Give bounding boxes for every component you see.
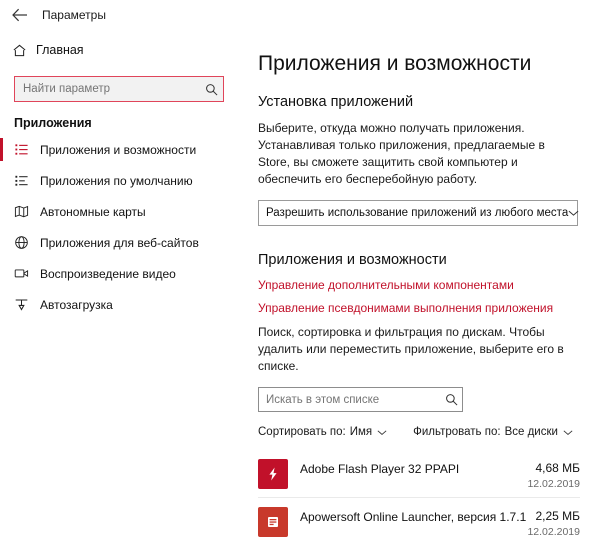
back-arrow-icon [12, 8, 28, 22]
filter-label: Фильтровать по: [413, 426, 501, 438]
sidebar-item-label: Приложения по умолчанию [40, 173, 193, 188]
back-button[interactable] [0, 0, 40, 30]
chevron-down-icon [563, 429, 573, 436]
app-search-input[interactable] [259, 393, 440, 407]
app-date: 12.02.2019 [527, 526, 580, 538]
filter-dropdown[interactable] [413, 426, 573, 438]
app-list-search[interactable] [258, 387, 463, 412]
app-info [300, 459, 527, 476]
apowersoft-icon [258, 507, 288, 537]
map-icon [14, 204, 40, 219]
manage-app-execution-aliases-link[interactable]: Управление псевдонимами выполнения приложения [258, 301, 554, 315]
search-input[interactable] [15, 82, 199, 96]
selection-indicator [0, 138, 3, 161]
startup-icon [14, 297, 40, 312]
sort-value: Имя [349, 426, 373, 438]
sidebar-item-label: Воспроизведение видео [40, 266, 176, 281]
sidebar-item-startup[interactable] [0, 289, 238, 320]
sidebar-item-label: Автономные карты [40, 204, 146, 219]
web-apps-icon [14, 235, 40, 250]
sidebar-item-label: Автозагрузка [40, 297, 113, 312]
sidebar-item-label: Приложения для веб-сайтов [40, 235, 199, 250]
sidebar-section-title: Приложения [14, 116, 92, 130]
apps-section-description: Поиск, сортировка и фильтрация по дискам. Чтобы удалить или переместить приложение, выберите его в списке. [258, 325, 564, 373]
install-source-dropdown[interactable] [258, 200, 578, 226]
sidebar-search[interactable] [14, 76, 224, 102]
video-icon [14, 266, 40, 281]
sidebar-home-label: Главная [36, 43, 84, 57]
title-bar [0, 0, 600, 30]
sidebar-item-label: Приложения и возможности [40, 142, 197, 157]
sort-label: Сортировать по: [258, 426, 346, 438]
app-size: 2,25 МБ [535, 509, 580, 523]
main-panel [238, 30, 600, 538]
home-icon [12, 43, 36, 58]
app-name: Adobe Flash Player 32 PPAPI [300, 462, 460, 476]
list-filters [258, 426, 580, 438]
search-icon[interactable] [199, 83, 223, 96]
manage-optional-features-link[interactable]: Управление дополнительными компонентами [258, 278, 514, 292]
app-date: 12.02.2019 [527, 478, 580, 490]
list-item[interactable] [258, 450, 580, 497]
list-item[interactable] [258, 497, 580, 545]
app-size: 4,68 МБ [535, 461, 580, 475]
page-title: Приложения и возможности [258, 52, 532, 75]
sidebar-item-home[interactable] [0, 34, 238, 66]
app-meta [527, 507, 580, 538]
window-title: Параметры [42, 8, 106, 22]
chevron-down-icon [568, 209, 579, 217]
app-list-icon [14, 142, 40, 157]
sidebar-item-default-apps[interactable] [0, 165, 238, 196]
sort-dropdown[interactable] [258, 426, 387, 438]
app-meta [527, 459, 580, 490]
sidebar-item-apps-for-websites[interactable] [0, 227, 238, 258]
sidebar-item-apps-and-features[interactable] [0, 134, 238, 165]
sidebar-item-video-playback[interactable] [0, 258, 238, 289]
apps-section-heading: Приложения и возможности [258, 252, 447, 268]
chevron-down-icon [377, 429, 387, 436]
filter-value: Все диски [504, 426, 558, 438]
sidebar [0, 30, 238, 523]
installed-apps-list [258, 450, 580, 545]
install-source-value: Разрешить использование приложений из любого места [266, 207, 569, 219]
sidebar-item-offline-maps[interactable] [0, 196, 238, 227]
app-info [300, 507, 527, 524]
install-section-heading: Установка приложений [258, 94, 414, 110]
flash-player-icon [258, 459, 288, 489]
window-content [0, 30, 600, 538]
install-section-description: Выберите, откуда можно получать приложения. Устанавливая только приложения, предлагаемые в Store, вы сможете защитить свой компьютер и обеспечить его бесперебойную работу. [258, 121, 545, 186]
app-name: Apowersoft Online Launcher, версия 1.7.1 [300, 510, 527, 524]
default-apps-icon [14, 173, 40, 188]
search-icon[interactable] [440, 393, 462, 406]
